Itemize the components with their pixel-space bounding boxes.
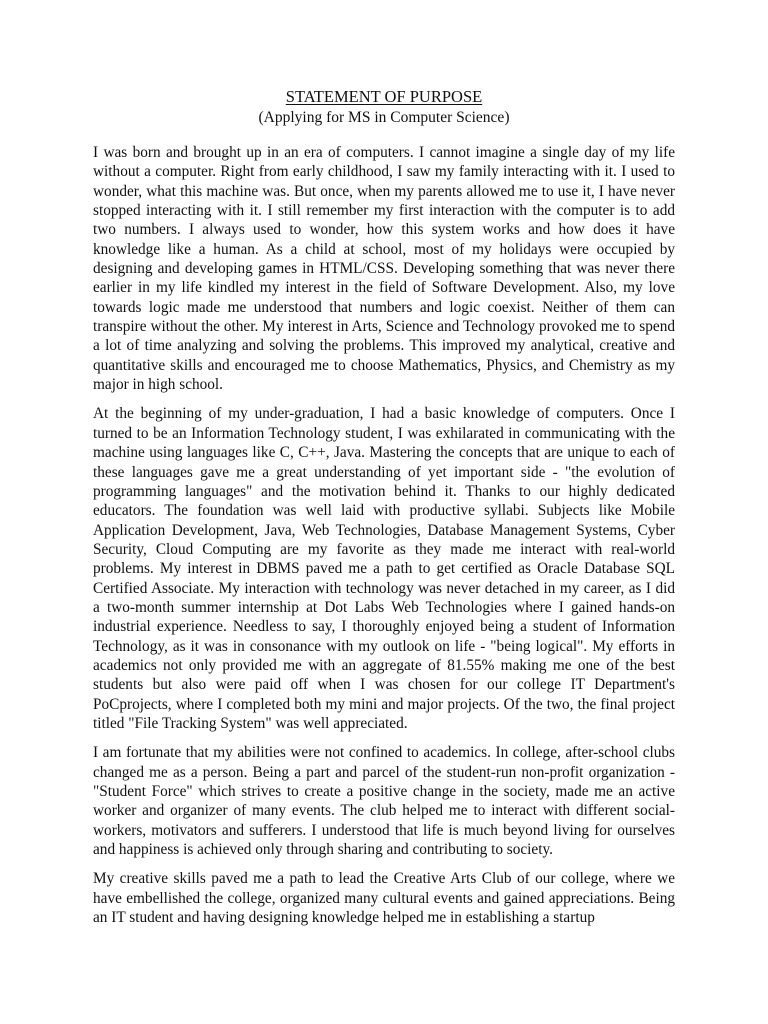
page-subtitle: (Applying for MS in Computer Science) <box>258 109 510 126</box>
paragraph-4: My creative skills paved me a path to lead the Creative Arts Club of our college, where we have embellished the college, organized many cultural events and gained appreciations. Being an IT student and having designing knowledge helped me in establishing a startup <box>93 870 675 927</box>
page-title: STATEMENT OF PURPOSE <box>285 87 483 106</box>
document-body <box>93 143 675 927</box>
paragraph-3: I am fortunate that my abilities were not confined to academics. In college, after-school clubs changed me as a person. Being a part and parcel of the student-run non-profit organization - "Student Force" which strives to create a positive change in the society, made me an active worker and organizer of many events. The club helped me to interact with different social-workers, motivators and sufferers. I understood that life is much beyond living for ourselves and happiness is achieved only through sharing and contributing to society. <box>93 744 675 859</box>
paragraph-2: At the beginning of my under-graduation, I had a basic knowledge of computers. Once I turned to be an Information Technology student, I was exhilarated in communicating with the machine using languages like C, C++, Java. Mastering the concepts that are unique to each of these languages gave me a great understanding of yet important side - "the evolution of programming languages" and the motivation behind it. Thanks to our highly dedicated educators. The foundation was well laid with productive syllabi. Subjects like Mobile Application Development, Java, Web Technologies, Database Management Systems, Cyber Security, Cloud Computing are my favorite as they made me interact with real-world problems. My interest in DBMS paved me a path to get certified as Oracle Database SQL Certified Associate. My interaction with technology was never detached in my career, as I did a two-month summer internship at Dot Labs Web Technologies where I gained hands-on industrial experience. Needless to say, I thoroughly enjoyed being a student of Information Technology, as it was in consonance with my outlook on life - "being logical". My efforts in academics not only provided me with an aggregate of 81.55% making me one of the best students but also were paid off when I was chosen for our college IT Department's PoCprojects, where I completed both my mini and major projects. Of the two, the final project titled "File Tracking System" was well appreciated. <box>93 405 675 732</box>
paragraph-1: I was born and brought up in an era of computers. I cannot imagine a single day of my life without a computer. Right from early childhood, I saw my family interacting with it. I used to wonder, what this machine was. But once, when my parents allowed me to use it, I have never stopped interacting with it. I still remember my first interaction with the computer is to add two numbers. I always used to wonder, how this system works and how does it have knowledge like a human. As a child at school, most of my holidays were occupied by designing and developing games in HTML/CSS. Developing something that was never there earlier in my life kindled my interest in the field of Software Development. Also, my love towards logic made me understood that numbers and logic coexist. Neither of them can transpire without the other. My interest in Arts, Science and Technology provoked me to spend a lot of time analyzing and solving the problems. This improved my analytical, creative and quantitative skills and encouraged me to choose Mathematics, Physics, and Chemistry as my major in high school. <box>93 144 675 394</box>
